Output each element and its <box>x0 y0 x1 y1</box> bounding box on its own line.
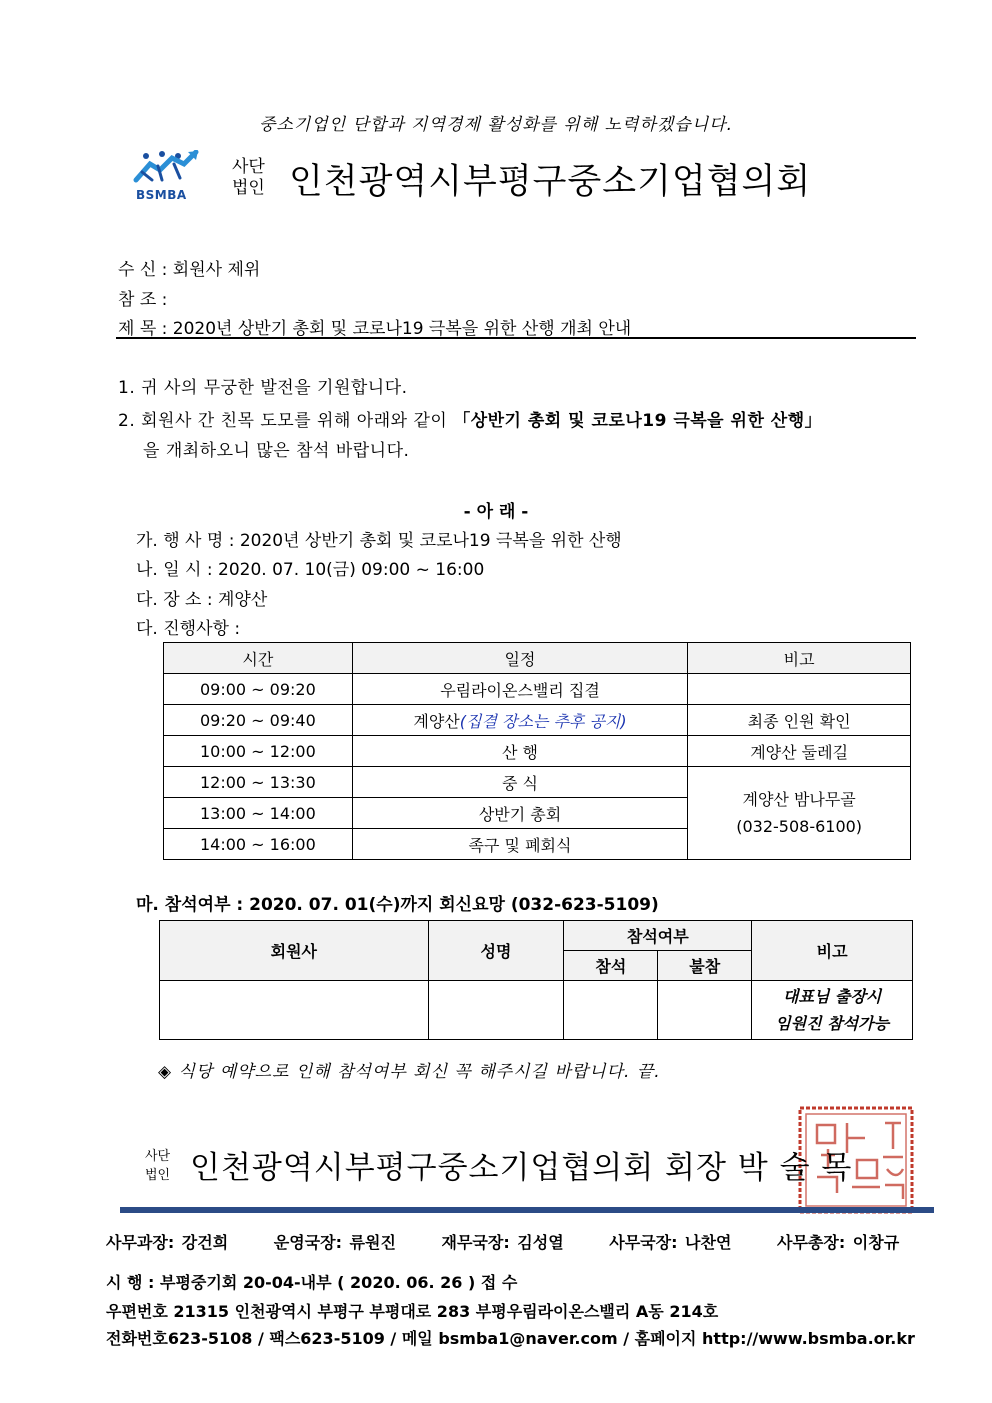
item-location: 다. 장 소 : 계양산 <box>136 590 268 610</box>
table-row: 09:20 ~ 09:40 계양산(집결 장소는 추후 공지) 최종 인원 확인 <box>164 705 911 736</box>
table-row: 10:00 ~ 12:00 산 행 계양산 둘레길 <box>164 736 911 767</box>
col-event: 일정 <box>352 643 688 674</box>
paragraph-2-cont: 을 개최하오니 많은 참석 바랍니다. <box>143 441 410 461</box>
attend-cell[interactable] <box>564 981 658 1040</box>
table-row: 13:00 ~ 14:00 상반기 총회 <box>164 798 911 829</box>
table-row: 14:00 ~ 16:00 족구 및 폐회식 <box>164 829 911 860</box>
attendance-title: 마. 참석여부 : 2020. 07. 01(수)까지 회신요망 (032-623-5109) <box>136 895 659 915</box>
table-header-row <box>160 921 913 951</box>
col-absent: 불참 <box>658 951 752 981</box>
attendance-entry-row <box>160 981 913 1040</box>
location-tbd-note: (집결 장소는 추후 공지) <box>459 711 627 731</box>
table-row: 09:00 ~ 09:20 우림라이온스밸리 집결 <box>164 674 911 705</box>
runner-logo-icon <box>132 150 202 190</box>
member-cell[interactable] <box>160 981 429 1040</box>
staff-list <box>106 1230 899 1253</box>
staff-item: 재무국장: 김성열 <box>441 1233 564 1252</box>
attendance-note: 대표님 출장시 임원진 참석가능 <box>752 981 913 1040</box>
attendance-table <box>159 920 913 1040</box>
schedule-table <box>163 642 911 860</box>
absent-cell[interactable] <box>658 981 752 1040</box>
notice-text: ◈ 식당 예약으로 인해 참석여부 회신 꼭 해주시길 바랍니다. 끝. <box>158 1062 661 1082</box>
staff-item: 사무국장: 나찬연 <box>609 1233 732 1252</box>
paragraph-2: 2. 회원사 간 친목 도모를 위해 아래와 같이 「상반기 총회 및 코로나19 극복을 위한 산행」 <box>118 411 823 431</box>
staff-item: 운영국장: 류원진 <box>273 1233 396 1252</box>
sig-corp-type: 사단 법인 <box>145 1149 171 1183</box>
logo-text: BSMBA <box>136 188 187 202</box>
event-title-bold: 「상반기 총회 및 코로나19 극복을 위한 산행」 <box>453 411 823 431</box>
reference-line: 참 조 : <box>118 290 168 310</box>
org-name: 인천광역시부평구중소기업협의회 <box>289 162 812 202</box>
table-row: 12:00 ~ 13:30 중 식 계양산 밤나무골 (032-508-6100) <box>164 767 911 798</box>
item-progress: 다. 진행사항 : <box>136 619 241 639</box>
bsmba-logo <box>132 150 202 208</box>
table-header-row <box>164 643 911 674</box>
venue-note: 계양산 밤나무골 (032-508-6100) <box>688 767 911 860</box>
contact-info: 전화번호623-5108 / 팩스623-5109 / 메일 bsmba1@naver.com / 홈페이지 http://www.bsmba.or.kr <box>106 1329 915 1348</box>
staff-item: 사무과장: 강건희 <box>106 1233 229 1252</box>
item-event-name: 가. 행 사 명 : 2020년 상반기 총회 및 코로나19 극복을 위한 산행 <box>136 531 622 551</box>
address: 우편번호 21315 인천광역시 부평구 부평대로 283 부평우림라이온스밸리 A동 214호 <box>106 1302 719 1321</box>
doc-number: 시 행 : 부평중기회 20-04-내부 ( 2020. 06. 26 ) 접 수 <box>106 1273 518 1292</box>
subject-line: 제 목 : 2020년 상반기 총회 및 코로나19 극복을 위한 산행 개최 안내 <box>118 319 632 339</box>
slogan: 중소기업인 단합과 지역경제 활성화를 위해 노력하겠습니다. <box>259 115 733 135</box>
paragraph-1: 1. 귀 사의 무궁한 발전을 기원합니다. <box>118 378 408 398</box>
recipient-line: 수 신 : 회원사 제위 <box>118 260 261 280</box>
header-rule <box>116 337 916 339</box>
corp-type: 사단 법인 <box>232 157 265 198</box>
col-name: 성명 <box>428 921 564 981</box>
col-note: 비고 <box>752 921 913 981</box>
name-cell[interactable] <box>428 981 564 1040</box>
col-member: 회원사 <box>160 921 429 981</box>
signature-line: 인천광역시부평구중소기업협의회 회장 박 술 목 <box>190 1150 853 1186</box>
col-time: 시간 <box>164 643 353 674</box>
col-attendance-group: 참석여부 <box>564 921 752 951</box>
footer-divider <box>120 1207 934 1213</box>
col-attend: 참석 <box>564 951 658 981</box>
item-datetime: 나. 일 시 : 2020. 07. 10(금) 09:00 ~ 16:00 <box>136 560 485 580</box>
staff-item: 사무총장: 이창규 <box>777 1233 900 1252</box>
col-note: 비고 <box>688 643 911 674</box>
section-title: - 아 래 - <box>463 502 529 522</box>
